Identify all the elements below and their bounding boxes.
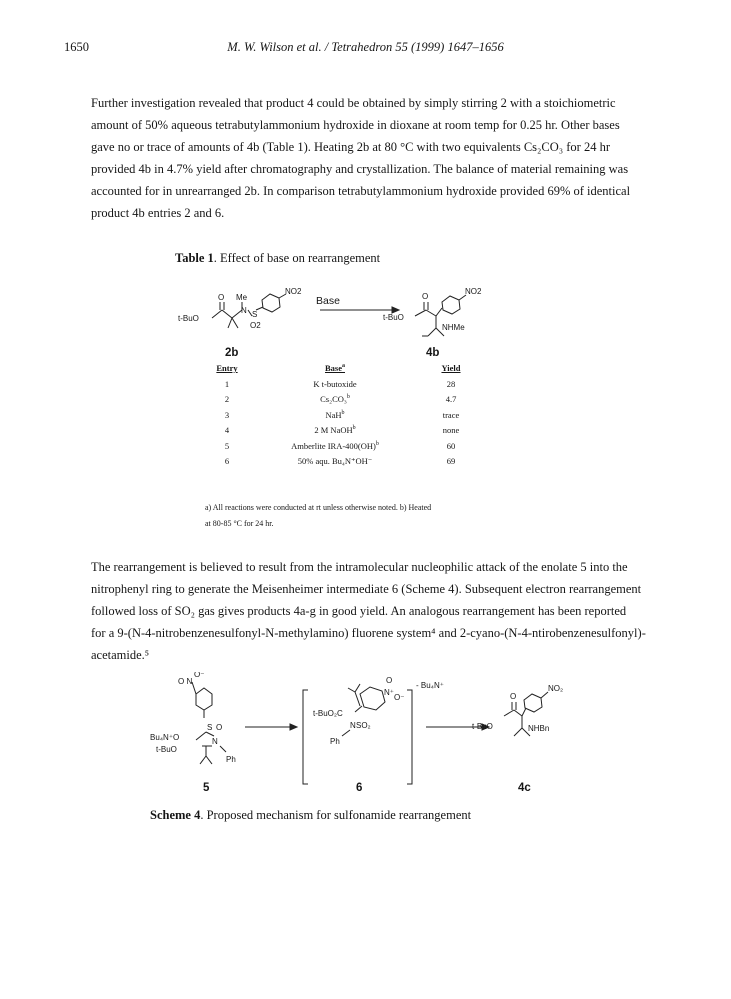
nhbn-group: NHBn bbox=[528, 724, 550, 733]
compound-label-4b: 4b bbox=[426, 347, 440, 359]
table-title-text: . Effect of base on rearrangement bbox=[213, 251, 381, 265]
cell-entry: 5 bbox=[224, 440, 230, 451]
paragraph-line: for a 9-(N-4-nitrobenzenesulfonyl-N-methylamino) fluorene system⁴ and 2-cyano-(N-4-ntirobenzenesulfonyl)- bbox=[91, 626, 646, 640]
base-name: NaH bbox=[325, 409, 342, 420]
table-reaction-scheme bbox=[170, 280, 530, 360]
footnote-marker: b bbox=[341, 409, 345, 416]
cell-base bbox=[249, 454, 421, 470]
cell-base bbox=[249, 376, 421, 392]
reagent-label: Base bbox=[316, 295, 340, 307]
cell-base bbox=[249, 392, 421, 408]
paragraph-line: amount of 50% aqueous tetrabutylammonium hydroxide in dioxane at room temp for 0.25 hr. Other bases bbox=[91, 118, 620, 132]
nitronate-oxygen: O bbox=[386, 676, 393, 685]
cell-entry: 4 bbox=[224, 425, 230, 436]
paragraph-1 bbox=[91, 92, 651, 224]
cell-base bbox=[249, 423, 421, 439]
paragraph-line: followed loss of SO₂ gas gives products 4a-g in good yield. An analogous rearrangement has been reported bbox=[91, 604, 627, 618]
base-name: K t-butoxide bbox=[313, 378, 357, 389]
carbonyl-oxygen: O bbox=[218, 293, 225, 302]
table-row bbox=[205, 454, 481, 470]
nitro-group: NO2 bbox=[285, 287, 302, 296]
enolate-counterion: Bu₄N⁺O bbox=[150, 733, 180, 742]
cell-entry: 3 bbox=[224, 409, 230, 420]
nitro-o-minus: O⁻ bbox=[194, 672, 205, 679]
cell-entry: 2 bbox=[224, 394, 230, 405]
compound-label-2b: 2b bbox=[225, 347, 239, 359]
nitrogen-atom: N bbox=[241, 306, 247, 315]
sulfonyl-oxygen: O bbox=[216, 723, 223, 732]
ester-group: t-BuO₂C bbox=[313, 709, 343, 718]
nitrogen-atom: N bbox=[350, 721, 356, 730]
scheme-caption bbox=[150, 808, 471, 823]
cell-yield: 60 bbox=[446, 440, 456, 451]
cell-yield: none bbox=[442, 425, 460, 436]
paragraph-2 bbox=[91, 556, 651, 666]
scheme-caption-bold: Scheme 4 bbox=[150, 808, 201, 822]
cell-base bbox=[249, 407, 421, 423]
base-name: 50% aqu. Bu₄N⁺OH⁻ bbox=[297, 455, 373, 466]
counterion-label: - Bu₄N⁺ bbox=[416, 681, 444, 690]
table-row bbox=[205, 392, 481, 408]
header-yield: Yield bbox=[441, 363, 461, 373]
nitronate-o-minus: O⁻ bbox=[394, 693, 405, 702]
header-entry: Entry bbox=[216, 363, 238, 373]
scheme-caption-text: . Proposed mechanism for sulfonamide rearrangement bbox=[200, 808, 472, 822]
base-name: 2 M NaOH bbox=[314, 425, 353, 436]
carbonyl-oxygen: O bbox=[422, 292, 429, 301]
footnote-marker: b bbox=[346, 394, 350, 401]
table-row bbox=[205, 423, 481, 439]
nitrogen-atom: N bbox=[212, 737, 218, 746]
header-base bbox=[249, 362, 421, 376]
cell-yield: 28 bbox=[446, 378, 456, 389]
table-footnote: at 80-85 °C for 24 hr. bbox=[205, 519, 274, 528]
running-citation: M. W. Wilson et al. / Tetrahedron 55 (1999) 1647–1656 bbox=[227, 40, 504, 54]
footnote-marker: b bbox=[352, 425, 356, 432]
paragraph-line: gave no or trace of amounts of 4b (Table 1). Heating 2b at 80 °C with two equivalents Cs₂CO₃ for 24 hr bbox=[91, 140, 610, 154]
paragraph-line: nitrophenyl ring to generate the Meisenheimer intermediate 6 (Scheme 4). Subsequent electron rearrangement bbox=[91, 582, 642, 596]
nitro-o-n: O N bbox=[178, 677, 193, 686]
scheme-4-figure bbox=[150, 672, 570, 797]
table-row bbox=[205, 407, 481, 423]
base-name: Cs₂CO₃ bbox=[320, 394, 347, 405]
paragraph-line: product 4b entries 2 and 6. bbox=[91, 206, 225, 220]
nitronate-nitrogen: N⁺ bbox=[384, 688, 394, 697]
paragraph-line: provided 4b in 4.7% yield after chromatography and crystallization. The balance of material remaining was bbox=[91, 162, 629, 176]
phenyl-group: Ph bbox=[226, 755, 236, 764]
paragraph-line: acetamide.⁵ bbox=[91, 648, 150, 662]
methyl-group: Me bbox=[236, 293, 248, 302]
table-row bbox=[205, 438, 481, 454]
paragraph-line: accounted for in unrearranged 2b. In comparison tetrabutylammonium hydroxide provided 69% of identical bbox=[91, 184, 631, 198]
paragraph-line: Further investigation revealed that product 4 could be obtained by simply stirring 2 with a stoichiometric bbox=[91, 96, 616, 110]
cell-yield: 4.7 bbox=[445, 394, 457, 405]
tbuo-group: t-BuO bbox=[178, 314, 199, 323]
header-footnote-marker: a bbox=[342, 363, 345, 370]
tbuo-group: t-BuO bbox=[472, 722, 493, 731]
sulfur-atom: S bbox=[207, 723, 213, 732]
compound-label-6: 6 bbox=[356, 782, 363, 794]
table-row bbox=[205, 376, 481, 392]
table-title-bold: Table 1 bbox=[175, 251, 214, 265]
compound-label-4c: 4c bbox=[518, 782, 531, 794]
header-base-label: Base bbox=[325, 363, 342, 373]
footnote-marker: b bbox=[375, 440, 379, 447]
tbuo-group: t-BuO bbox=[156, 745, 177, 754]
sulfonyl-oxygens: O2 bbox=[250, 321, 261, 330]
carbonyl-oxygen: O bbox=[510, 692, 517, 701]
base-table bbox=[205, 362, 481, 469]
page-number: 1650 bbox=[64, 40, 89, 54]
nhme-group: NHMe bbox=[442, 323, 465, 332]
paragraph-line: The rearrangement is believed to result from the intramolecular nucleophilic attack of the enolate 5 into the bbox=[91, 560, 628, 574]
tbuo-group: t-BuO bbox=[383, 313, 404, 322]
sulfonyl-group: SO₂ bbox=[356, 721, 371, 730]
cell-entry: 6 bbox=[224, 456, 230, 467]
compound-label-5: 5 bbox=[203, 782, 210, 794]
base-name: Amberlite IRA-400(OH) bbox=[291, 440, 376, 451]
cell-base bbox=[249, 438, 421, 454]
table-header-row bbox=[205, 362, 481, 376]
sulfur-atom: S bbox=[252, 310, 258, 319]
nitro-group: NO₂ bbox=[548, 684, 564, 693]
cell-yield: 69 bbox=[446, 456, 456, 467]
phenyl-group: Ph bbox=[330, 737, 340, 746]
table-title bbox=[175, 251, 380, 266]
cell-entry: 1 bbox=[224, 378, 230, 389]
nitro-group: NO2 bbox=[465, 287, 482, 296]
table-footnote: a) All reactions were conducted at rt unless otherwise noted. b) Heated bbox=[205, 503, 432, 512]
cell-yield: trace bbox=[442, 409, 460, 420]
